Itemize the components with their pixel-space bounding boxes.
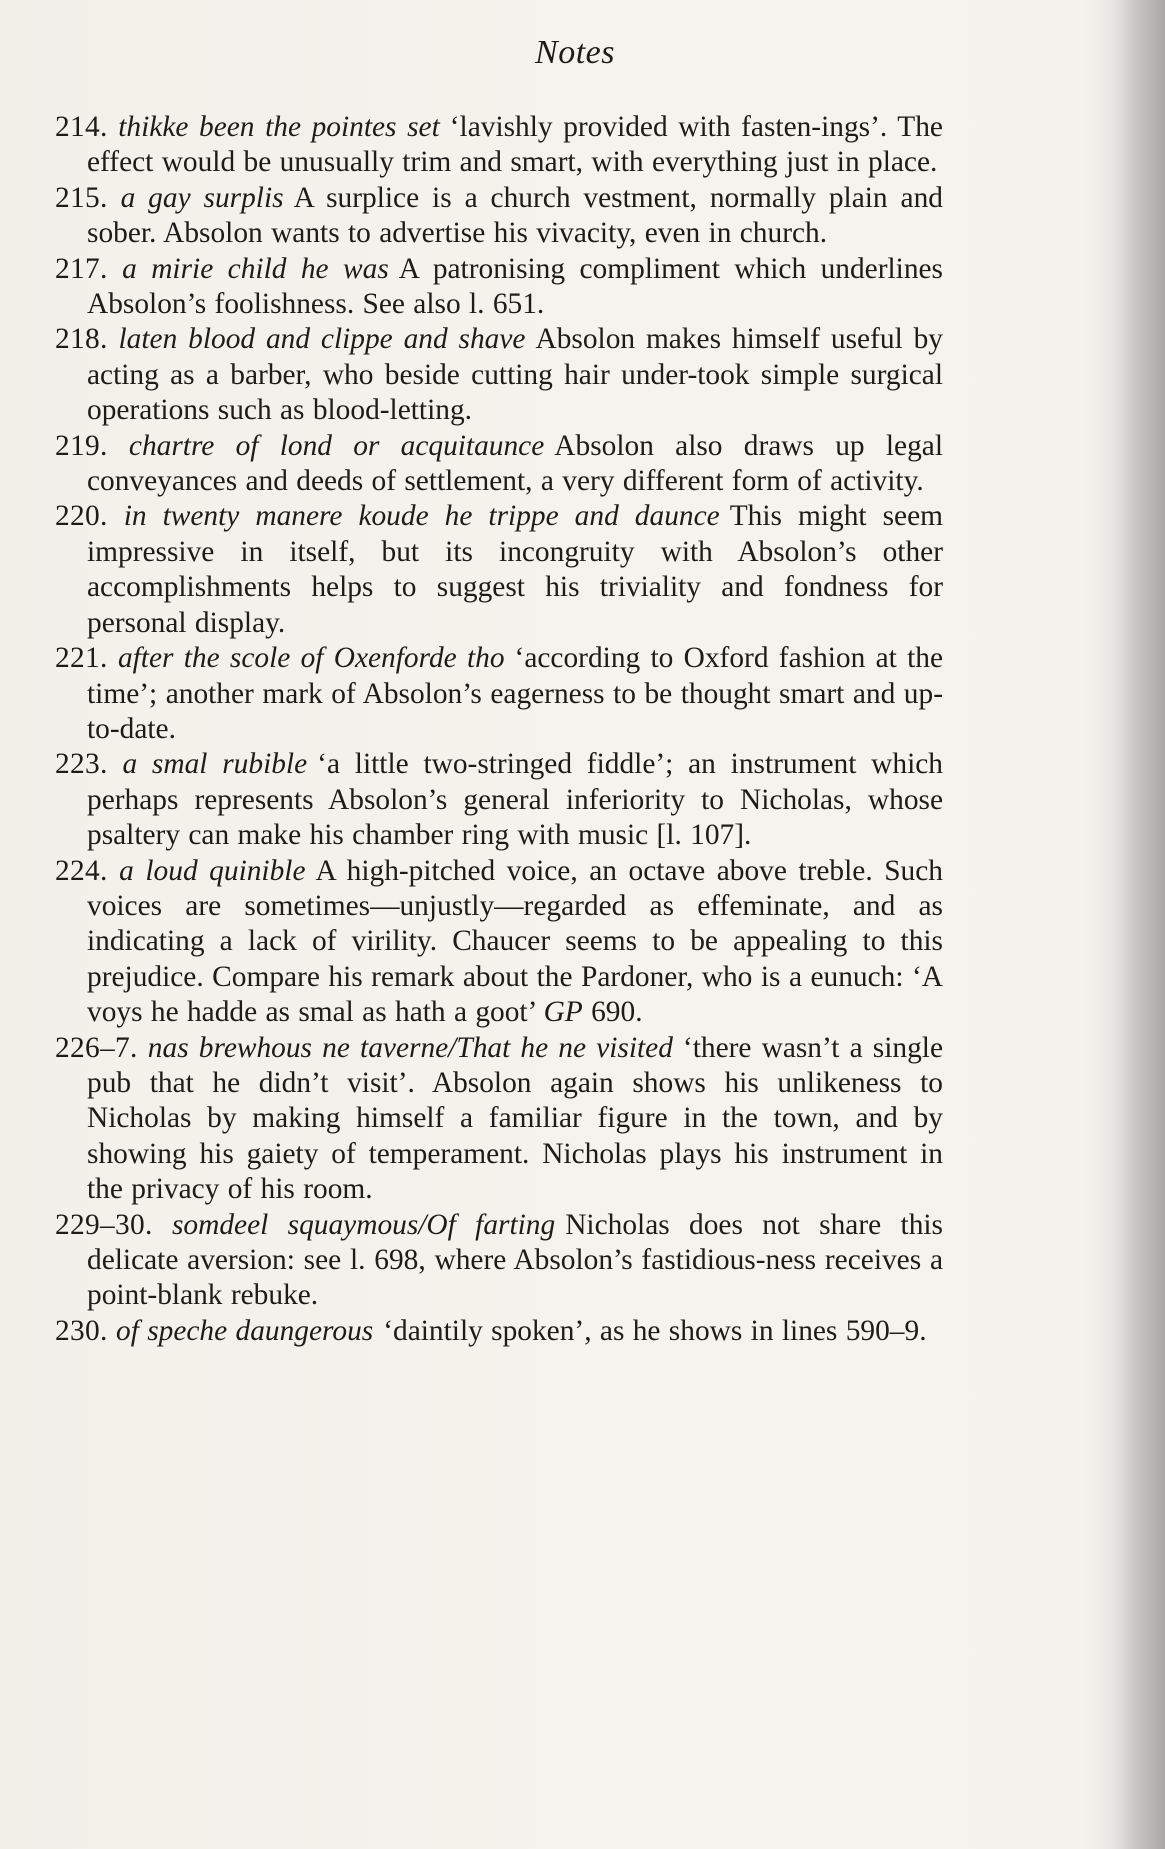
note-item [55,181,943,252]
note-item [55,1314,943,1349]
note-lemma: a loud quinible [119,854,306,887]
note-item [55,499,943,641]
note-item [55,641,943,747]
note-number: 226–7. [55,1031,138,1064]
note-text: ‘daintily spoken’, as he shows in lines 590–9. [383,1314,927,1347]
note-text: This might seem impressive in itself, but its incongruity with Absolon’s other accomplishments helps to suggest his triviality and fondness for personal display. [87,500,943,639]
note-item [55,252,943,323]
note-lemma: a smal rubible [122,748,308,781]
note-lemma: laten blood and clippe and shave [118,323,526,356]
note-lemma: of speche daungerous [116,1314,374,1347]
page-title [0,34,1165,72]
note-item [55,854,943,1031]
note-number: 220. [55,500,108,533]
note-item [55,322,943,428]
notes-list [55,110,943,1349]
note-text: ‘according to Oxford fashion at the time’; another mark of Absolon’s eagerness to be thought smart and up-to-date. [87,642,944,745]
note-text: Absolon also draws up legal conveyances and deeds of settlement, a very different form of activity. [87,429,943,498]
note-item [55,747,943,853]
note-lemma: chartre of lond or acquitaunce [128,429,545,462]
note-lemma: in twenty manere koude he trippe and daunce [123,500,720,533]
note-text: A high-pitched voice, an octave above treble. Such voices are sometimes—unjustly—regarded as effeminate, and as indicating a lack of virility. Chaucer seems to be appealing to this prejudice. Compare his remark about the Pardoner, who is a eunuch: ‘A voys he hadde as smal as hath a goot’ [87,854,943,1029]
note-number: 219. [55,429,108,462]
note-item [55,429,943,500]
note-number: 224. [55,854,108,887]
note-number: 218. [55,323,108,356]
note-text: A patronising compliment which underlines Absolon’s foolishness. See also l. 651. [87,252,943,321]
note-text: A surplice is a church vestment, normally plain and sober. Absolon wants to advertise his vivacity, even in church. [87,181,943,250]
note-item [55,110,943,181]
note-text: Nicholas does not share this delicate aversion: see l. 698, where Absolon’s fastidious-ness receives a point-blank rebuke. [87,1208,943,1312]
note-lemma: a mirie child he was [122,252,389,285]
note-text: ‘lavishly provided with fasten-ings’. The effect would be unusually trim and smart, with everything just in place. [87,111,943,179]
note-lemma: after the scole of Oxenforde tho [117,642,505,675]
note-number: 229–30. [55,1208,153,1241]
note-text: Absolon makes himself useful by acting as a barber, who beside cutting hair under-took simple surgical operations such as blood-letting. [87,323,943,427]
note-number: 217. [55,252,108,285]
note-number: 221. [55,642,108,675]
page-title-text: Notes [535,34,615,71]
note-number: 214. [55,111,108,143]
note-number: 215. [55,181,108,214]
note-citation-line: 690. [591,996,643,1029]
note-number: 230. [55,1314,108,1347]
note-number: 223. [55,748,108,781]
note-text: ‘a little two-stringed fiddle’; an instrument which perhaps represents Absolon’s general inferiority to Nicholas, whose psaltery can make his chamber ring with music [l. 107]. [87,748,943,852]
note-text: ‘there wasn’t a single pub that he didn’t visit’. Absolon again shows his unlikeness to Nicholas by making himself a familiar figure in the town, and by showing his gaiety of temperament. Nicholas plays his instrument in the privacy of his room. [87,1031,943,1206]
note-lemma: nas brewhous ne taverne/That he ne visited [147,1031,673,1064]
note-lemma: thikke been the pointes set [118,111,440,143]
note-item [55,1208,943,1314]
note-lemma: somdeel squaymous/Of farting [171,1208,556,1241]
note-item [55,1031,943,1208]
note-citation-abbrev: GP [543,996,583,1029]
note-lemma: a gay surplis [120,181,284,214]
